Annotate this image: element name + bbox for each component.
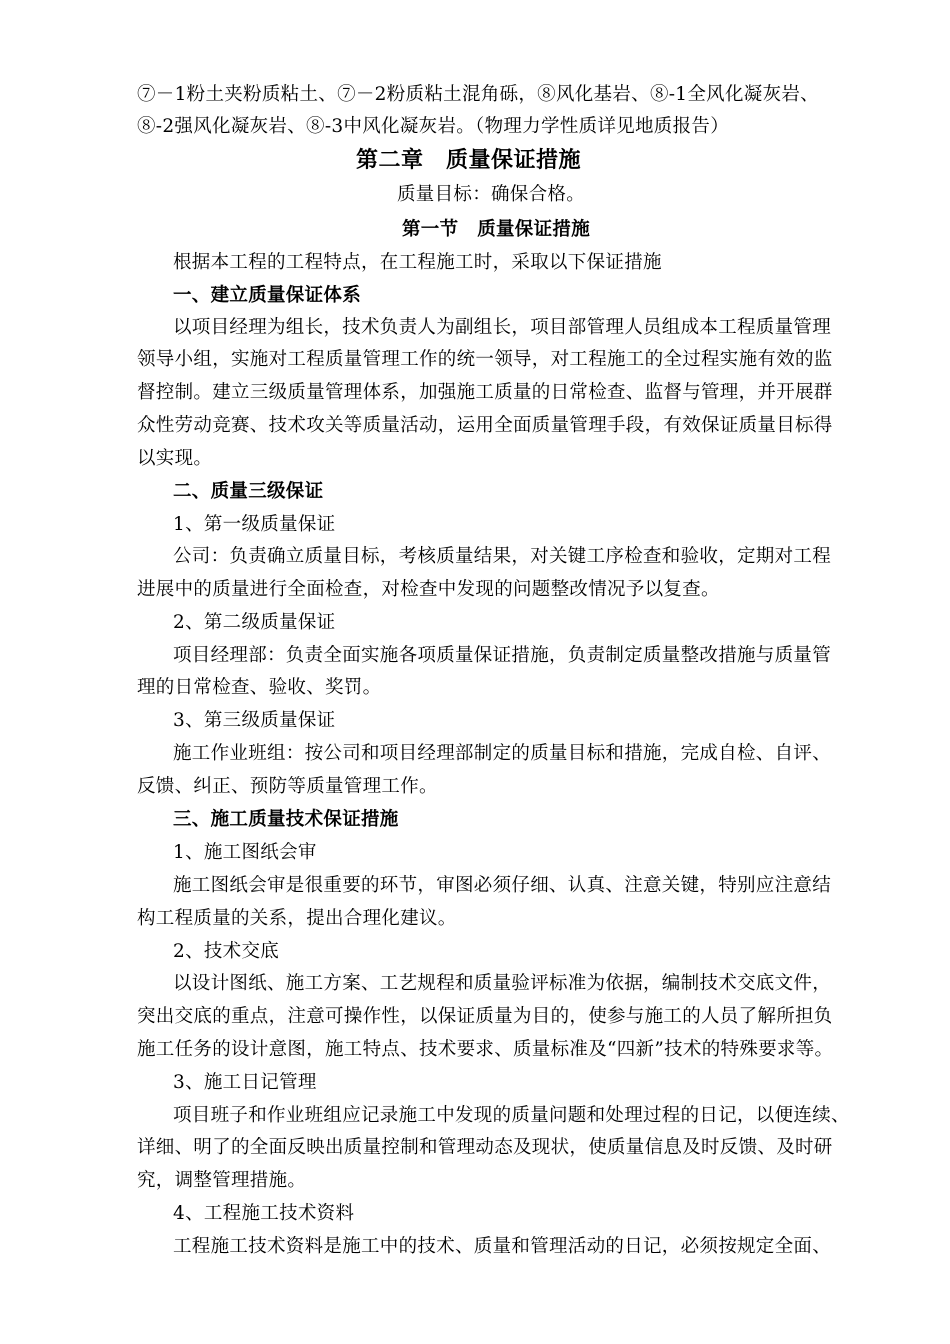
list-item-heading: 4、工程施工技术资料 (173, 1203, 355, 1224)
list-item-heading: 2、技术交底 (173, 941, 280, 962)
text-line: 以实现。 (137, 448, 213, 469)
text-line: 项目经理部：负责全面实施各项质量保证措施，负责制定质量整改措施与质量管 (173, 645, 832, 666)
text-line: 领导小组，实施对工程质量管理工作的统一领导，对工程施工的全过程实施有效的监 (137, 349, 833, 370)
text-line: 施工图纸会审是很重要的环节，审图必须仔细、认真、注意关键，特别应注意结 (173, 875, 832, 896)
subsection-heading: 二、质量三级保证 (173, 481, 324, 502)
text-line: 以项目经理为组长，技术负责人为副组长，项目部管理人员组成本工程质量管理 (173, 317, 832, 338)
list-item-heading: 1、第一级质量保证 (173, 514, 336, 535)
text-line: 突出交底的重点，注意可操作性，以保证质量为目的，使参与施工的人员了解所担负 (137, 1006, 833, 1027)
text-line: 公司：负责确立质量目标，考核质量结果，对关键工序检查和验收，定期对工程 (173, 546, 832, 567)
text-line: 以设计图纸、施工方案、工艺规程和质量验评标准为依据，编制技术交底文件， (173, 973, 832, 994)
text-line: 反馈、纠正、预防等质量管理工作。 (137, 776, 438, 797)
list-item-heading: 2、第二级质量保证 (173, 612, 336, 633)
text-line: 根据本工程的工程特点，在工程施工时，采取以下保证措施 (173, 252, 662, 273)
subsection-heading: 三、施工质量技术保证措施 (173, 809, 399, 830)
list-item-heading: 3、施工日记管理 (173, 1072, 317, 1093)
text-line: 究，调整管理措施。 (137, 1170, 307, 1191)
text-line: 工程施工技术资料是施工中的技术、质量和管理活动的日记，必须按规定全面、 (173, 1236, 832, 1257)
text-line: 施工作业班组：按公司和项目经理部制定的质量目标和措施，完成自检、自评、 (173, 743, 832, 764)
quality-goal: 质量目标：确保合格。 (397, 184, 586, 205)
text-line: 构工程质量的关系，提出合理化建议。 (137, 908, 457, 929)
list-item-heading: 3、第三级质量保证 (173, 710, 336, 731)
text-line: 施工任务的设计意图，施工特点、技术要求、质量标准及“四新”技术的特殊要求等。 (137, 1039, 834, 1060)
text-line: 理的日常检查、验收、奖罚。 (137, 677, 382, 698)
text-line: 进展中的质量进行全面检查，对检查中发现的问题整改情况予以复查。 (137, 579, 720, 600)
text-line: 详细、明了的全面反映出质量控制和管理动态及现状，使质量信息及时反馈、及时研 (137, 1137, 833, 1158)
chapter-title: 第二章 质量保证措施 (356, 147, 582, 173)
section-title: 第一节 质量保证措施 (402, 219, 591, 240)
text-line: ⑦－1粉土夹粉质粘土、⑦－2粉质粘土混角砾，⑧风化基岩、⑧-1全风化凝灰岩、 (137, 84, 819, 105)
text-line: 项目班子和作业班组应记录施工中发现的质量问题和处理过程的日记，以便连续、 (173, 1105, 850, 1126)
subsection-heading: 一、建立质量保证体系 (173, 285, 362, 306)
text-line: 督控制。建立三级质量管理体系，加强施工质量的日常检查、监督与管理，并开展群 (137, 382, 833, 403)
text-line: 众性劳动竞赛、技术攻关等质量活动，运用全面质量管理手段，有效保证质量目标得 (137, 415, 833, 436)
text-line: ⑧-2强风化凝灰岩、⑧-3中风化凝灰岩。（物理力学性质详见地质报告） (137, 116, 729, 137)
list-item-heading: 1、施工图纸会审 (173, 842, 317, 863)
